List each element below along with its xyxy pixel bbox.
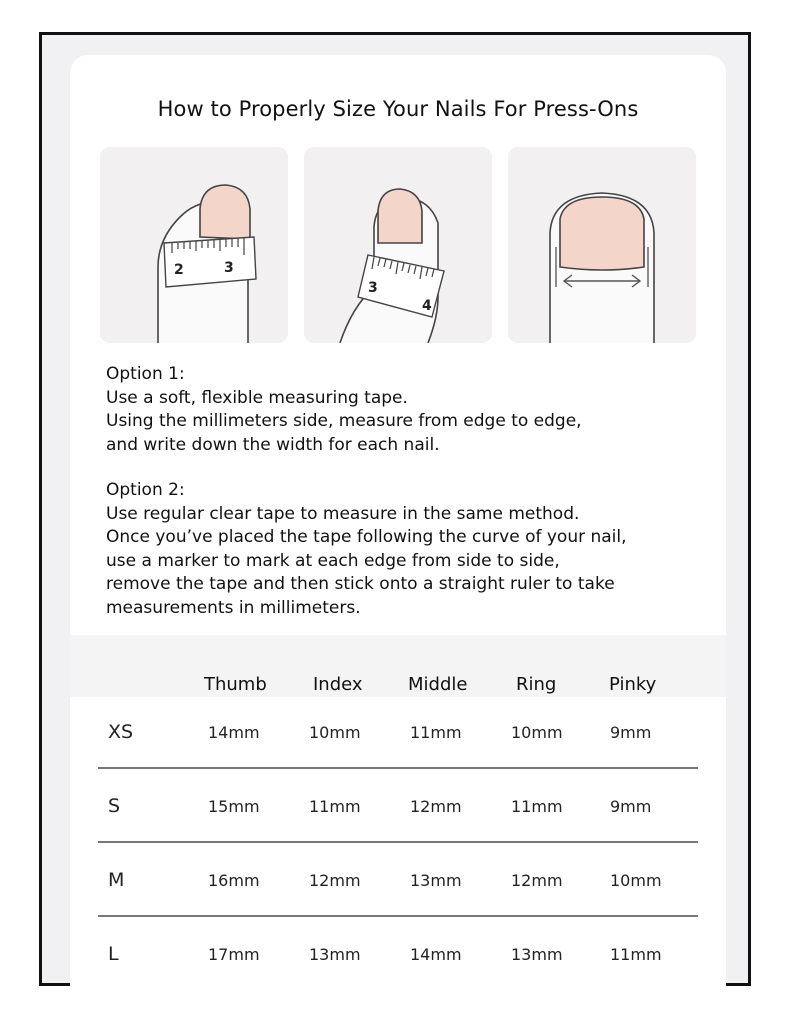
page-frame bbox=[39, 32, 751, 986]
table-cell: 10mm bbox=[511, 723, 563, 742]
option2-line: use a marker to mark at each edge from side to side, bbox=[106, 550, 560, 571]
option2-section bbox=[106, 479, 627, 620]
option1-line: and write down the width for each nail. bbox=[106, 434, 440, 455]
finger-measuring-tape-angled-icon bbox=[304, 147, 492, 343]
tape-number-c: 3 bbox=[368, 280, 378, 296]
table-cell: 13mm bbox=[410, 871, 462, 890]
size-label-m: M bbox=[108, 869, 125, 891]
table-cell: 11mm bbox=[511, 797, 563, 816]
table-cell: 15mm bbox=[208, 797, 260, 816]
table-cell: 9mm bbox=[610, 797, 652, 816]
option2-line: Once you’ve placed the tape following the curve of your nail, bbox=[106, 527, 627, 547]
option2-heading: Option 2: bbox=[106, 480, 185, 500]
column-header-middle: Middle bbox=[408, 674, 468, 695]
size-label-xs: XS bbox=[108, 721, 134, 743]
column-header-index: Index bbox=[313, 674, 363, 695]
table-cell: 10mm bbox=[309, 723, 361, 742]
tape-number-b: 3 bbox=[224, 260, 234, 276]
sizing-card bbox=[70, 55, 726, 989]
size-label-s: S bbox=[108, 795, 121, 817]
illustration-nail-width bbox=[508, 147, 696, 343]
column-header-thumb: Thumb bbox=[204, 674, 267, 695]
table-cell: 12mm bbox=[309, 871, 361, 890]
finger-measuring-tape-left-icon bbox=[100, 147, 288, 343]
table-cell: 12mm bbox=[410, 797, 462, 816]
table-cell: 17mm bbox=[208, 945, 260, 964]
row-divider bbox=[98, 767, 698, 769]
column-header-pinky: Pinky bbox=[609, 674, 657, 695]
table-cell: 13mm bbox=[309, 945, 361, 964]
illustration-thumb-tape bbox=[100, 147, 288, 343]
table-cell: 12mm bbox=[511, 871, 563, 890]
table-cell: 11mm bbox=[610, 945, 662, 964]
column-header-ring: Ring bbox=[516, 674, 557, 695]
option1-heading: Option 1: bbox=[106, 364, 185, 384]
table-cell: 11mm bbox=[309, 797, 361, 816]
option2-line: Use regular clear tape to measure in the same method. bbox=[106, 503, 580, 524]
table-cell: 14mm bbox=[410, 945, 462, 964]
option2-line: remove the tape and then stick onto a straight ruler to take bbox=[106, 574, 615, 594]
table-cell: 13mm bbox=[511, 945, 563, 964]
illustration-finger-tape-angled bbox=[304, 147, 492, 343]
row-divider bbox=[98, 915, 698, 917]
table-cell: 10mm bbox=[610, 871, 662, 890]
table-cell: 16mm bbox=[208, 871, 260, 890]
page-title: How to Properly Size Your Nails For Press-Ons bbox=[157, 97, 639, 121]
option2-line: measurements in millimeters. bbox=[106, 597, 361, 618]
nail-width-arrow-icon bbox=[508, 147, 696, 343]
option1-line: Use a soft, flexible measuring tape. bbox=[106, 387, 408, 408]
option1-line: Using the millimeters side, measure from edge to edge, bbox=[106, 411, 582, 431]
table-cell: 14mm bbox=[208, 723, 260, 742]
option1-section bbox=[106, 363, 582, 457]
tape-number-d: 4 bbox=[422, 298, 432, 314]
row-divider bbox=[98, 841, 698, 843]
table-cell: 11mm bbox=[410, 723, 462, 742]
table-cell: 9mm bbox=[610, 723, 652, 742]
size-label-l: L bbox=[108, 943, 119, 965]
tape-number-a: 2 bbox=[174, 262, 184, 278]
